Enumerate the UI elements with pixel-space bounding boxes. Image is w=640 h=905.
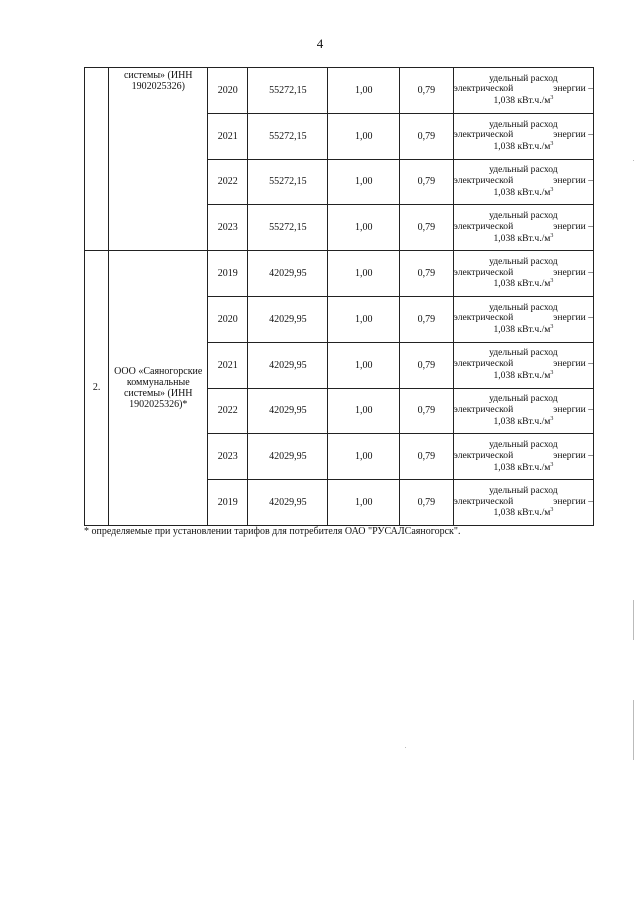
note-cell [453, 68, 593, 114]
value-cell: 55272,15 [248, 68, 328, 114]
coef-cell: 0,79 [400, 205, 454, 251]
year-cell: 2019 [208, 251, 248, 297]
coef-cell: 0,79 [400, 434, 454, 480]
index-cell: 1,00 [328, 296, 400, 342]
year-cell: 2022 [208, 388, 248, 434]
table-row [85, 251, 594, 297]
tariff-table [84, 67, 594, 526]
note-cell: удельный расход электрической энергии – 1,038 $кВт.ч./м^3$ [453, 159, 593, 205]
value-cell: 55272,15 [248, 113, 328, 159]
coef-cell: 0,79 [400, 388, 454, 434]
coef-cell: 0,79 [400, 68, 454, 114]
year-cell: 2023 [208, 205, 248, 251]
index-cell: 1,00 [328, 113, 400, 159]
value-cell: 55272,15 [248, 159, 328, 205]
footnote: * определяемые при установлении тарифов для потребителя ОАО "РУСАЛСаяногорск". [84, 526, 461, 537]
page-number: 4 [316, 36, 324, 51]
coef-cell: 0,79 [400, 159, 454, 205]
coef-cell: 0,79 [400, 296, 454, 342]
note-cell: удельный расход электрической энергии – 1,038 $кВт.ч./м^3$ [453, 434, 593, 480]
scan-artifact [633, 160, 634, 161]
row-number-cell [85, 68, 109, 251]
index-cell: 1,00 [328, 480, 400, 526]
value-cell: 42029,95 [248, 296, 328, 342]
note-cell: удельный расход электрической энергии – 1,038 $кВт.ч./м^3$ [453, 342, 593, 388]
scan-artifact [405, 747, 406, 748]
value-cell: 42029,95 [248, 251, 328, 297]
coef-cell: 0,79 [400, 113, 454, 159]
year-cell: 2023 [208, 434, 248, 480]
index-cell: 1,00 [328, 251, 400, 297]
year-cell: 2019 [208, 480, 248, 526]
row-number-cell: 2. [85, 251, 109, 526]
note-cell: удельный расход электрической энергии – 1,038 $кВт.ч./м^3$ [453, 388, 593, 434]
scan-artifact [633, 600, 634, 640]
value-cell: 42029,95 [248, 388, 328, 434]
note-line: 1,038 $кВт.ч./м^3$ [493, 95, 554, 107]
coef-cell: 0,79 [400, 342, 454, 388]
index-cell: 1,00 [328, 388, 400, 434]
year-cell: 2021 [208, 113, 248, 159]
scan-artifact [633, 700, 634, 760]
index-cell: 1,00 [328, 68, 400, 114]
value-cell: 42029,95 [248, 342, 328, 388]
index-cell: 1,00 [328, 434, 400, 480]
index-cell: 1,00 [328, 342, 400, 388]
value-cell: 55272,15 [248, 205, 328, 251]
year-cell: 2021 [208, 342, 248, 388]
note-cell: удельный расход электрической энергии – 1,038 $кВт.ч./м^3$ [453, 296, 593, 342]
value-cell: 42029,95 [248, 434, 328, 480]
note-cell: удельный расход электрической энергии – 1,038 $кВт.ч./м^3$ [453, 205, 593, 251]
note-cell: удельный расход электрической энергии – 1,038 $кВт.ч./м^3$ [453, 113, 593, 159]
coef-cell: 0,79 [400, 480, 454, 526]
organization-cell: системы» (ИНН 1902025326) [109, 68, 208, 251]
value-cell: 42029,95 [248, 480, 328, 526]
coef-cell: 0,79 [400, 251, 454, 297]
organization-cell: ООО «Саяногорские коммунальные системы» (ИНН 1902025326)* [109, 251, 208, 526]
year-cell: 2020 [208, 68, 248, 114]
table-row [85, 68, 594, 114]
year-cell: 2020 [208, 296, 248, 342]
index-cell: 1,00 [328, 205, 400, 251]
year-cell: 2022 [208, 159, 248, 205]
note-cell: удельный расход электрической энергии – 1,038 $кВт.ч./м^3$ [453, 251, 593, 297]
note-cell: удельный расход электрической энергии – 1,038 $кВт.ч./м^3$ [453, 480, 593, 526]
note-line: удельный расход [489, 72, 558, 84]
note-line: электрической энергии – [453, 83, 593, 95]
index-cell: 1,00 [328, 159, 400, 205]
